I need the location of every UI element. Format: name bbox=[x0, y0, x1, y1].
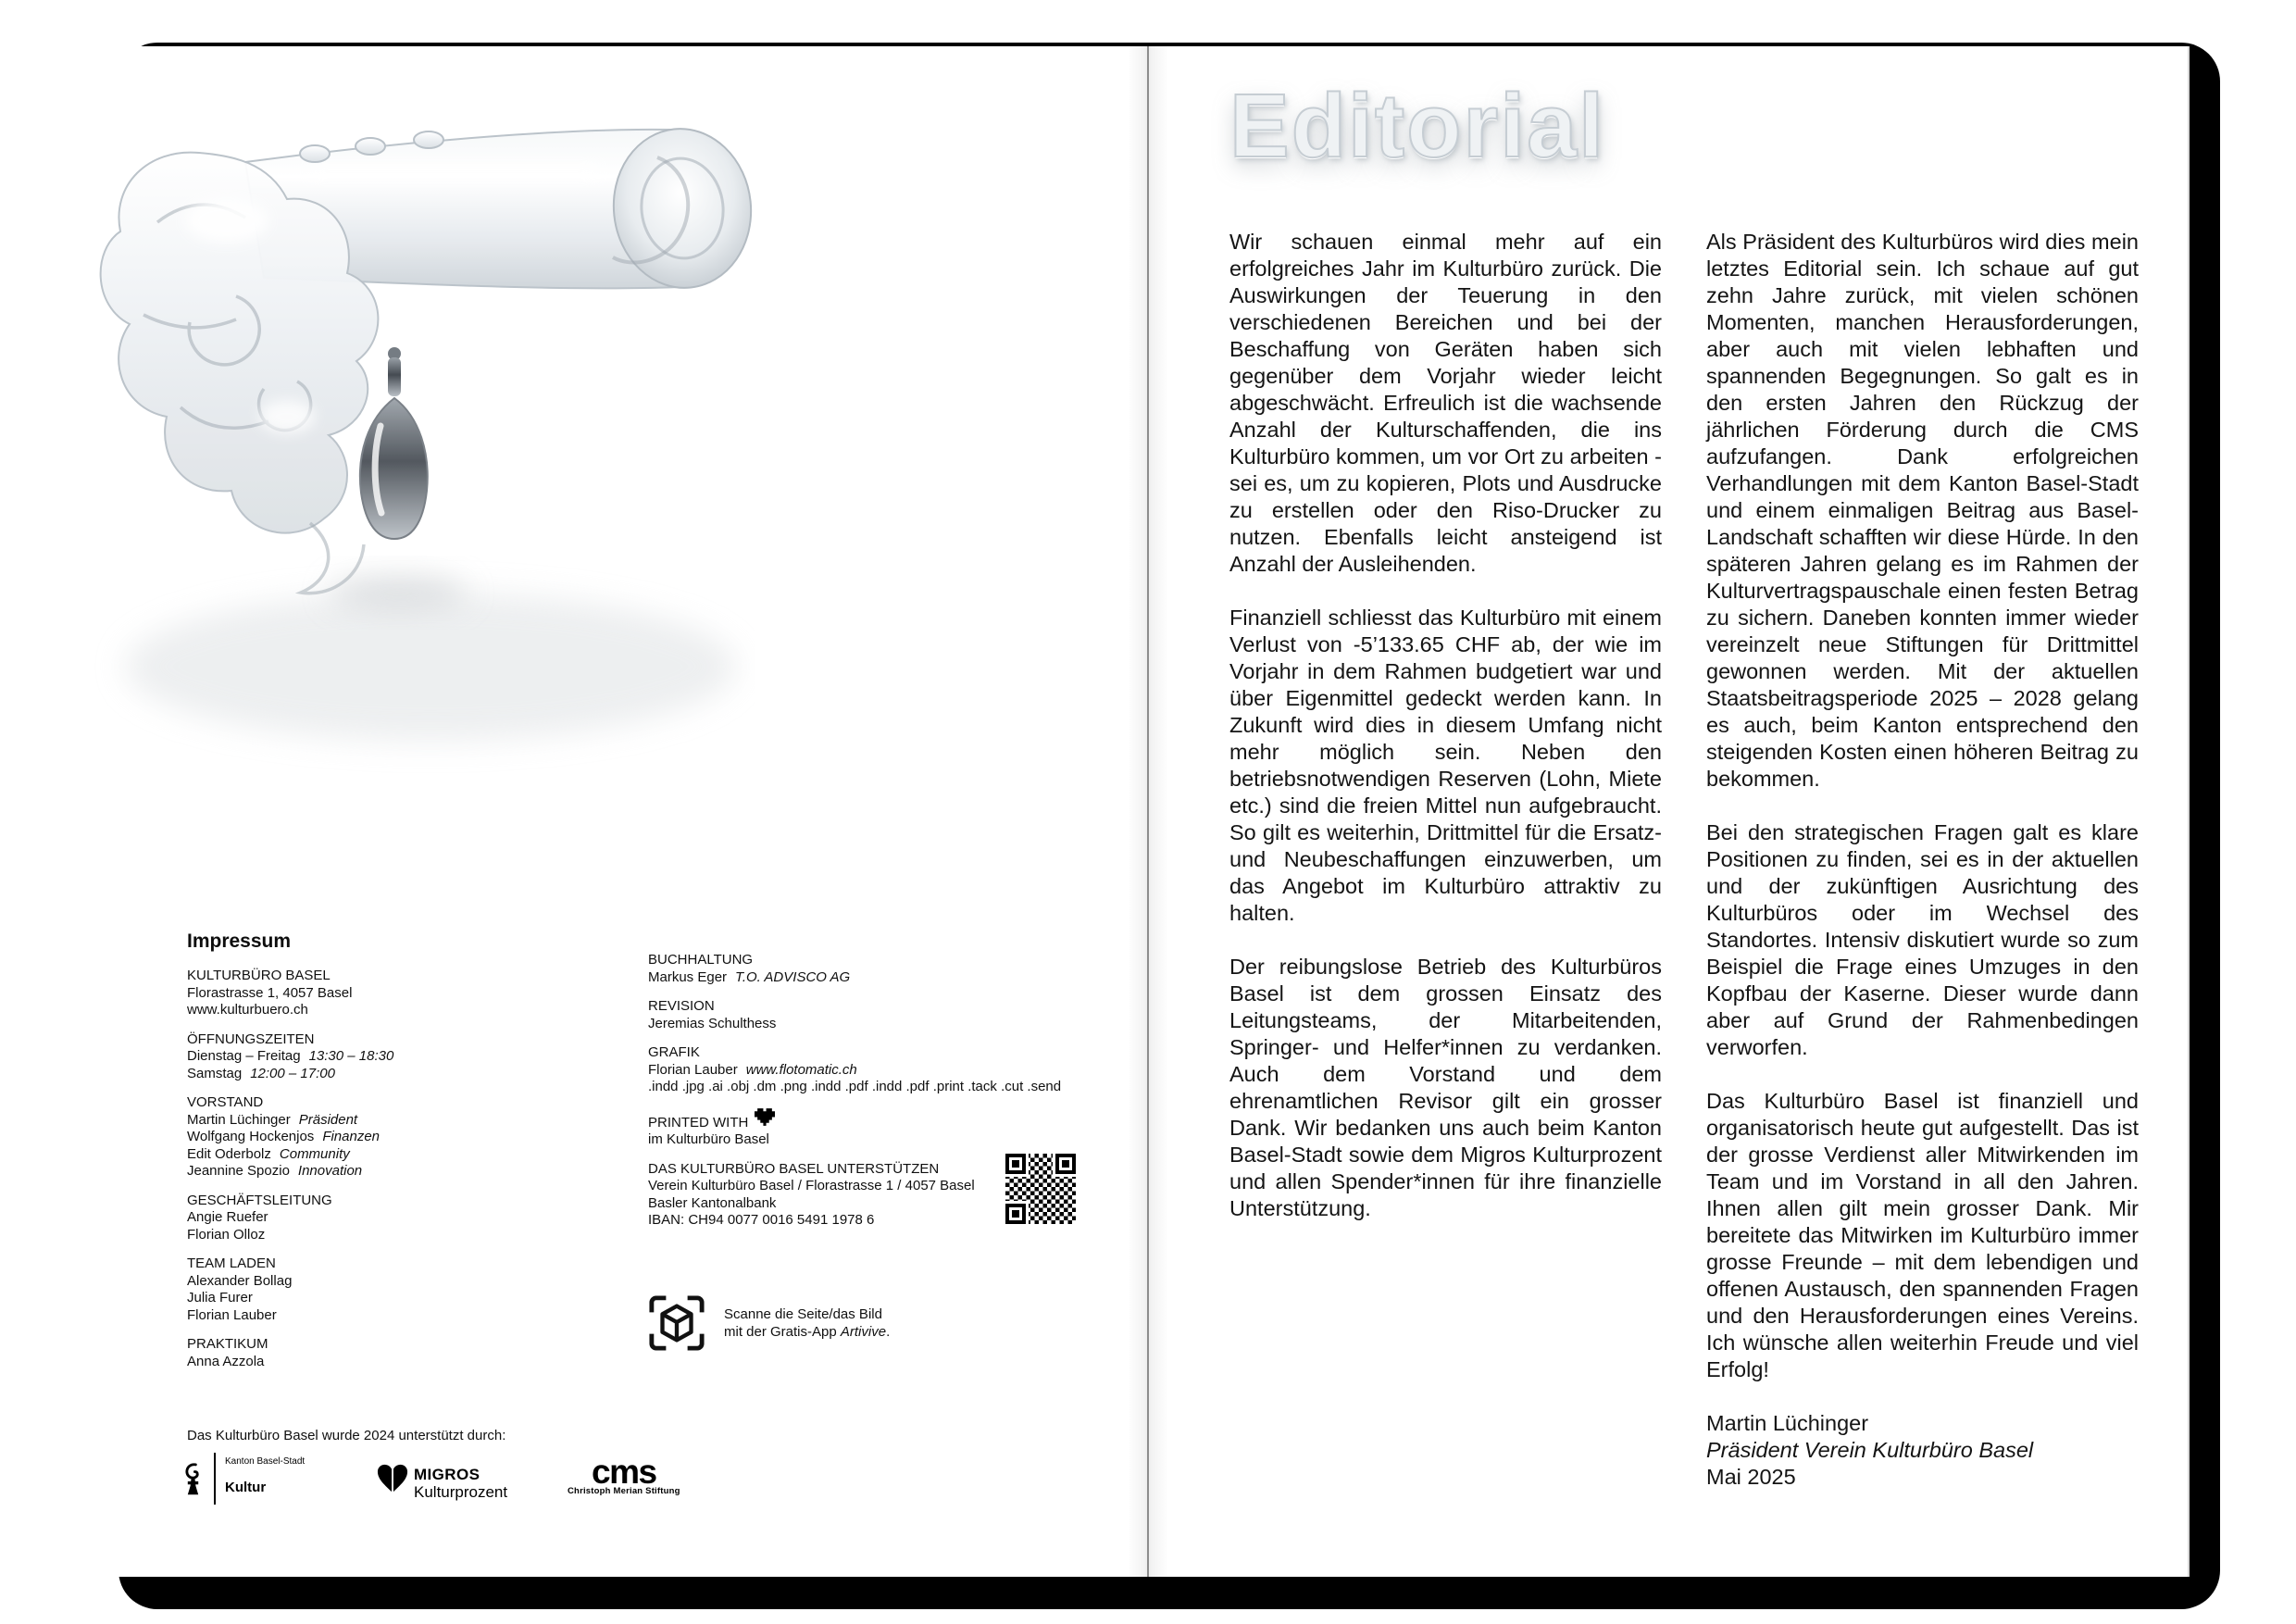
impressum-section bbox=[648, 1108, 1139, 1149]
impressum-text: Samstag bbox=[187, 1065, 243, 1081]
kulturprozent-label: Kulturprozent bbox=[414, 1483, 508, 1501]
impressum-text: Jeannine Spozio bbox=[187, 1163, 290, 1179]
impressum-text-italic: 13:30 – 18:30 bbox=[308, 1048, 394, 1064]
artivive-line-1: Scanne die Seite/das Bild bbox=[724, 1306, 882, 1322]
section-label: PRAKTIKUM bbox=[187, 1336, 268, 1352]
section-label: GESCHÄFTSLEITUNG bbox=[187, 1192, 332, 1208]
impressum-section bbox=[187, 1031, 455, 1083]
signature-block bbox=[1706, 1410, 2139, 1491]
impressum-text: Julia Furer bbox=[187, 1290, 253, 1305]
impressum-text-italic: T.O. ADVISCO AG bbox=[735, 968, 851, 985]
migros-heart-icon bbox=[375, 1463, 410, 1499]
supporter-logos bbox=[181, 1449, 699, 1523]
editorial-paragraph: Der reibungslose Betrieb des Kulturbüros Basel ist dem grossen Einsatz des Leitungsteams, der Mitarbeitenden, Springer- und Helfer*innen zu verdanken. Auch dem Vorstand und dem ehrenamtlichen Revisor gilt ein grosser Dank. Wir bedanken uns auch beim Kanton Basel-Stadt sowie dem Migros Kulturprozent und allen Spender*innen für ihre finanzielle Unterstützung. bbox=[1229, 955, 1662, 1220]
impressum-text: Florian Lauber bbox=[648, 1061, 738, 1078]
impressum-text-italic: 12:00 – 17:00 bbox=[250, 1065, 335, 1081]
glass-sculpture-svg bbox=[79, 111, 755, 926]
editorial-paragraph: Das Kulturbüro Basel ist finanziell und organisatorisch heute gut aufgestellt. Das ist der grosse Verdienst aller Mitwirkenden im Team und im Vorstand in all den Jahren. Ihnen allen gilt mein grosser Dank. Mir bereitete das Mitwirken im Kulturbüro immer grosse Freunde – mit dem lebendigen und offenen Austausch, den spannenden Fragen und den Herausforderungen eines Vereins. Ich wünsche allen weiterhin Freude und viel Erfolg! bbox=[1706, 1089, 2139, 1381]
impressum-section bbox=[187, 1094, 455, 1181]
qr-finder-icon bbox=[1055, 1154, 1076, 1174]
impressum-text: Edit Oderbolz bbox=[187, 1145, 271, 1162]
kultur-label: Kultur bbox=[225, 1480, 267, 1495]
impressum-text: Angie Ruefer bbox=[187, 1209, 268, 1225]
pixel-heart-icon bbox=[755, 1114, 775, 1130]
impressum-text: Wolfgang Hockenjos bbox=[187, 1129, 315, 1144]
section-label: BUCHHALTUNG bbox=[648, 952, 754, 968]
left-page bbox=[51, 46, 1147, 1577]
page-title: Editorial bbox=[1229, 75, 1606, 176]
artivive-app-name: Artivive bbox=[840, 1324, 887, 1340]
section-label: VORSTAND bbox=[187, 1094, 264, 1110]
impressum-section bbox=[187, 968, 455, 1019]
signature-name: Martin Lüchinger bbox=[1706, 1411, 1869, 1435]
signature-role: Präsident Verein Kulturbüro Basel bbox=[1706, 1438, 2034, 1462]
cms-logo: cms bbox=[592, 1453, 656, 1491]
signature-date: Mai 2025 bbox=[1706, 1465, 1796, 1489]
impressum-text: Florian Lauber bbox=[187, 1306, 277, 1323]
glass-sculpture-image bbox=[79, 111, 755, 926]
iban-text: IBAN: CH94 0077 0016 5491 1978 6 bbox=[648, 1212, 875, 1228]
file-extensions-text: .indd .jpg .ai .obj .dm .png .indd .pdf .indd .pdf .print .tack .cut .send bbox=[648, 1079, 1062, 1094]
section-label: PRINTED WITH bbox=[648, 1114, 749, 1131]
website-link[interactable]: www.flotomatic.ch bbox=[745, 1061, 857, 1078]
website-link[interactable]: www.kulturbuero.ch bbox=[187, 1002, 308, 1018]
kanton-basel-stadt-label: Kanton Basel-Stadt bbox=[225, 1456, 306, 1467]
editorial-paragraph: Finanziell schliesst das Kulturbüro mit einem Verlust von -5’133.65 CHF ab, der wie im Vorjahr in dem Rahmen budgetiert war und über Eigenmittel gedeckt werden kann. In Zukunft wird dies in diesem Umfang nicht mehr möglich sein. Neben den betriebsnotwendigen Reserven (Lohn, Miete etc.) sind die freien Mittel nun aufgebraucht. So gilt es weiterhin, Drittmittel für die Ersatz- und Neubeschaffungen einzuwerben, um das Angebot im Kulturbüro attraktiv zu halten. bbox=[1229, 606, 1662, 925]
migros-label: MIGROS bbox=[414, 1466, 480, 1483]
editorial-paragraph: Wir schauen einmal mehr auf ein erfolgreiches Jahr im Kulturbüro zurück. Die Auswirkungen der Teuerung in den verschiedenen Bereichen und bei der Beschaffung von Geräten haben sich gegenüber dem Vorjahr wieder leicht abgeschwächt. Erfreulich ist die wachsende Anzahl der Kulturschaffenden, die ins Kulturbüro kommen, um vor Ort zu arbeiten - sei es, um zu kopieren, Plots und Ausdrucke zu erstellen oder den Riso-Drucker zu nutzen. Ebenfalls leicht ansteigend ist Anzahl der Ausleihenden. bbox=[1229, 230, 1662, 576]
impressum-text: Basler Kantonalbank bbox=[648, 1194, 777, 1211]
support-line: Das Kulturbüro Basel wurde 2024 unterstützt durch: bbox=[187, 1428, 506, 1443]
impressum-text: Florastrasse 1, 4057 Basel bbox=[187, 984, 353, 1001]
impressum-text: Martin Lüchinger bbox=[187, 1111, 291, 1128]
logo-divider bbox=[214, 1453, 216, 1505]
impressum-text: Markus Eger bbox=[648, 968, 728, 985]
editorial-paragraph: Als Präsident des Kulturbüros wird dies mein letztes Editorial sein. Ich schaue auf gut zehn Jahre zurück, mit vielen schönen Momenten, manchen Herausforderungen, aber auch mit vielen lebhaften und spannenden Begegnungen. So galt es in den ersten Jahren den Rückzug der jährlichen Förderung durch die CMS aufzufangen. Dank erfolgreichen Verhandlungen mit dem Kanton Basel-Stadt und einem einmaligen Beitrag aus Basel-Landschaft schafften wir diese Hürde. In den späteren Jahren gelang es im Rahmen der Kulturvertragspauschale einen festen Betrag zu sichern. Daneben konnten immer wieder vereinzelt neue Stiftungen für Drittmittel gewonnen werden. Mit der aktuellen Staatsbeitragsperiode 2025 – 2028 gelang es auch, beim Kanton entsprechend den steigenden Kosten einen höheren Beitrag zu bekommen. bbox=[1706, 230, 2139, 791]
cms-subtitle: Christoph Merian Stiftung bbox=[568, 1486, 680, 1496]
section-label: ÖFFNUNGSZEITEN bbox=[187, 1031, 315, 1047]
impressum-section bbox=[187, 1255, 455, 1324]
editorial-paragraph: Bei den strategischen Fragen galt es klare Positionen zu finden, sei es in der aktuellen und der zukünftigen Ausrichtung des Kulturbüros oder im Wechsel des Standortes. Intensiv diskutiert wurde so zum Beispiel die Frage eines Umzuges in den Kopfbau der Kaserne. Dieser wurde dann aber auf Grund der Rahmenbedingen verworfen. bbox=[1706, 820, 2139, 1059]
impressum-section bbox=[648, 998, 1139, 1032]
impressum-text-italic: Finanzen bbox=[322, 1129, 381, 1144]
right-page bbox=[1149, 46, 2188, 1577]
scan-cube-icon bbox=[648, 1294, 705, 1356]
section-label: REVISION bbox=[648, 998, 715, 1014]
impressum-section bbox=[187, 1193, 455, 1244]
section-label: GRAFIK bbox=[648, 1044, 700, 1060]
qr-finder-icon bbox=[1005, 1204, 1026, 1224]
editorial-column-left bbox=[1229, 229, 1662, 1249]
editorial-column-right bbox=[1706, 229, 2139, 1491]
section-label: KULTURBÜRO BASEL bbox=[187, 968, 331, 983]
qr-finder-icon bbox=[1005, 1154, 1026, 1174]
impressum-section bbox=[648, 952, 1139, 986]
impressum-text: Alexander Bollag bbox=[187, 1272, 293, 1289]
impressum-text: Verein Kulturbüro Basel / Florastrasse 1 / 4057 Basel bbox=[648, 1178, 975, 1193]
impressum-text: im Kulturbüro Basel bbox=[648, 1131, 769, 1147]
impressum-text-italic: Präsident bbox=[298, 1111, 358, 1128]
impressum-text-italic: Community bbox=[279, 1145, 350, 1162]
impressum-text-italic: Innovation bbox=[297, 1163, 363, 1179]
impressum-heading: Impressum bbox=[187, 931, 292, 952]
impressum-column-1 bbox=[187, 968, 455, 1382]
impressum-text: Florian Olloz bbox=[187, 1226, 266, 1243]
impressum-section bbox=[187, 1336, 455, 1370]
impressum-text: Anna Azzola bbox=[187, 1353, 265, 1369]
section-label: TEAM LADEN bbox=[187, 1255, 276, 1271]
impressum-text: Jeremias Schulthess bbox=[648, 1015, 777, 1031]
basel-stab-icon bbox=[182, 1463, 204, 1503]
section-label: DAS KULTURBÜRO BASEL UNTERSTÜTZEN bbox=[648, 1160, 940, 1177]
qr-code bbox=[1005, 1154, 1076, 1224]
impressum-text: Dienstag – Freitag bbox=[187, 1048, 301, 1064]
artivive-line-2: mit der Gratis-App Artivive. bbox=[724, 1324, 891, 1340]
artivive-scan-hint bbox=[648, 1294, 1037, 1359]
impressum-section bbox=[648, 1044, 1139, 1096]
